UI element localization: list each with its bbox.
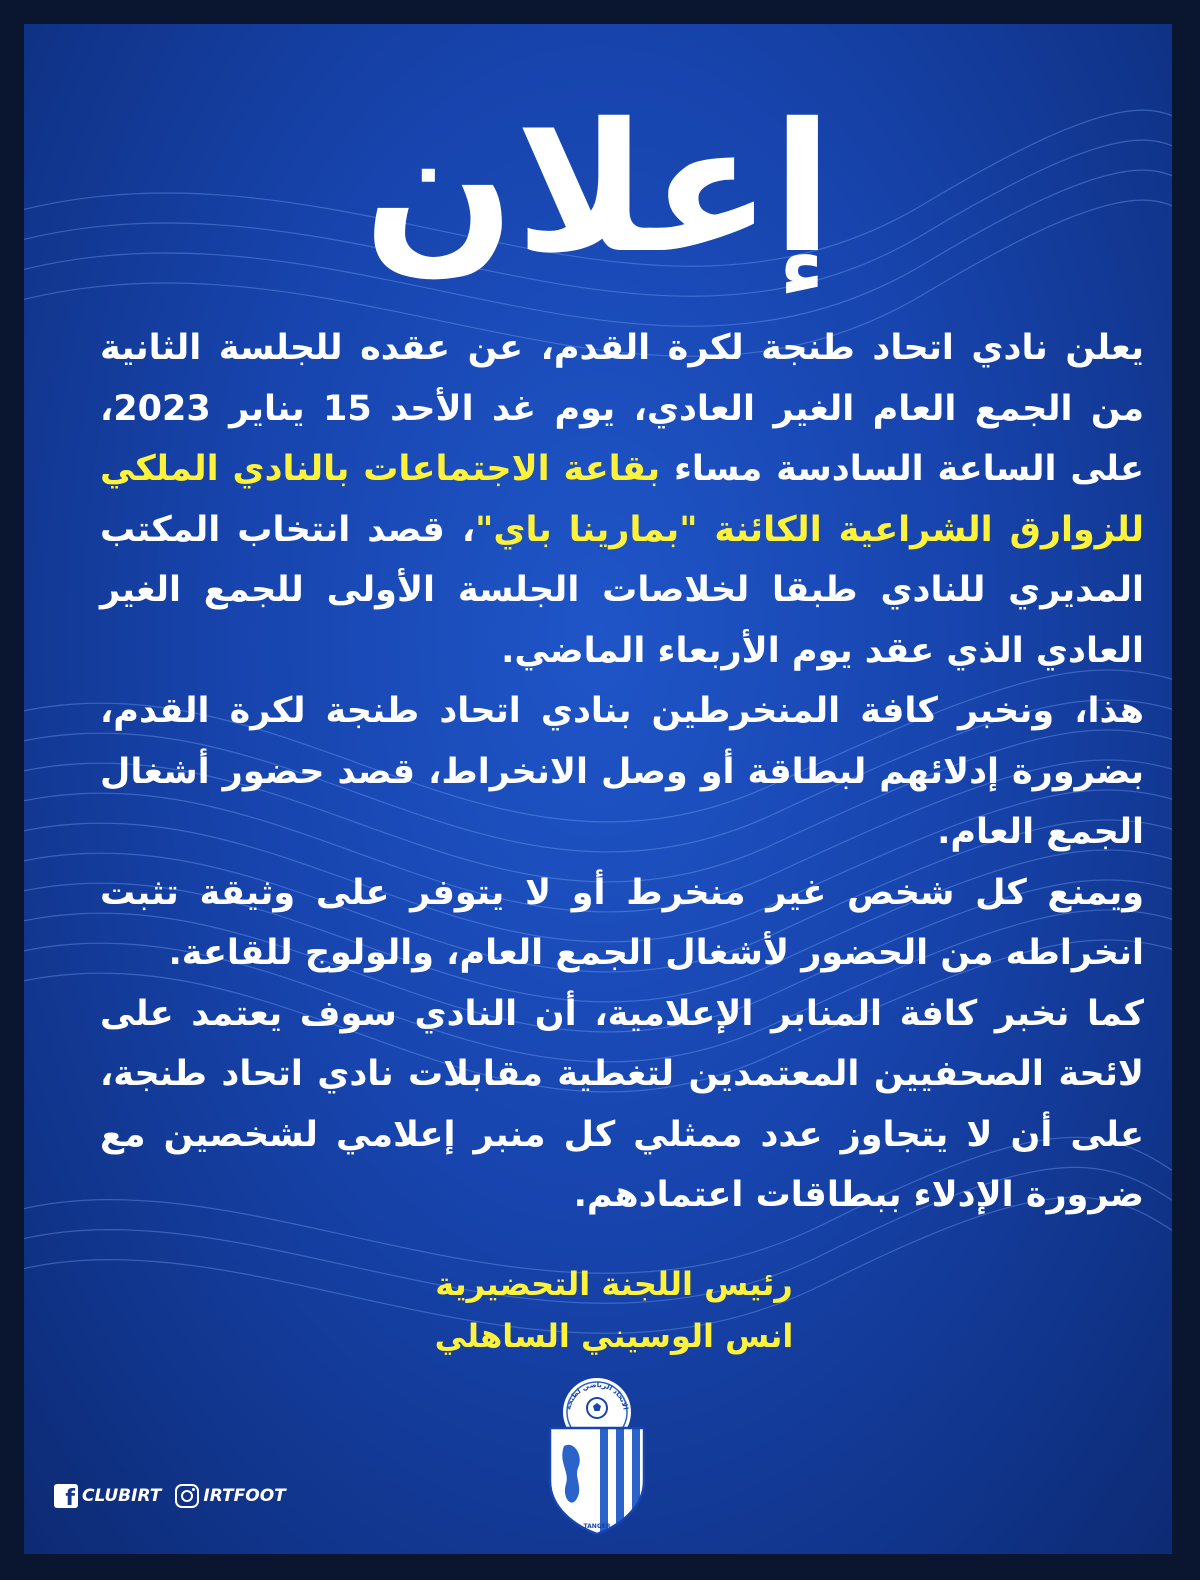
- paragraph-media: كما نخبر كافة المنابر الإعلامية، أن النادي سوف يعتمد على لائحة الصحفيين المعتمدين لتغطية مقابلات نادي اتحاد طنجة، على أن لا يتجاوز عدد ممثلي كل منبر إعلامي لشخصين مع ضرورة الإدلاء ببطاقات اعتمادهم.: [100, 993, 1144, 1215]
- club-crest-logo: [544, 1376, 650, 1536]
- paragraph-prohibition: ويمنع كل شخص غير منخرط أو لا يتوفر على وثيقة تثبت انخراطه من الحضور لأشغال الجمع العام، والولوج للقاعة.: [100, 872, 1144, 973]
- paragraph-meeting-start: يعلن نادي اتحاد طنجة لكرة القدم، عن عقده للجلسة الثانية من الجمع العام الغير العادي، يوم غد الأحد 15 يناير 2023، على الساعة السادسة مساء: [100, 328, 1145, 489]
- paragraph-meeting-end: ، قصد انتخاب المكتب المديري للنادي طبقا لخلاصات الجلسة الأولى للجمع الغير العادي الذي عقد يوم الأربعاء الماضي.: [100, 509, 1144, 671]
- facebook-link[interactable]: [54, 1484, 161, 1508]
- paragraph-members: هذا، ونخبر كافة المنخرطين بنادي اتحاد طنجة لكرة القدم، بضرورة إدلائهم لبطاقة أو وصل الانخراط، قصد حضور أشغال الجمع العام.: [100, 691, 1144, 852]
- paragraph-meeting: [100, 318, 1144, 681]
- announcement-title: إعلان: [363, 85, 833, 292]
- instagram-icon: [175, 1484, 199, 1508]
- social-links: [54, 1484, 286, 1508]
- facebook-handle: CLUBIRT: [82, 1486, 162, 1506]
- facebook-icon: [54, 1484, 78, 1508]
- announcement-body: [100, 318, 1144, 1226]
- signature-name: انس الوسيني الساهلي: [434, 1317, 794, 1355]
- instagram-handle: IRTFOOT: [203, 1486, 286, 1506]
- instagram-link[interactable]: [175, 1484, 285, 1508]
- crest-city-label: TANGER: [583, 1523, 611, 1530]
- venue-highlight: بقاعة الاجتماعات بالنادي الملكي للزوارق الشراعية الكائنة "بمارينا باي": [100, 449, 1145, 550]
- crest-arc-text: الاتحاد الرياضي لطنجة: [564, 1380, 630, 1411]
- signature-block: [404, 1258, 824, 1362]
- signature-role: رئيس اللجنة التحضيرية: [435, 1265, 793, 1303]
- announcement-panel: [24, 24, 1172, 1554]
